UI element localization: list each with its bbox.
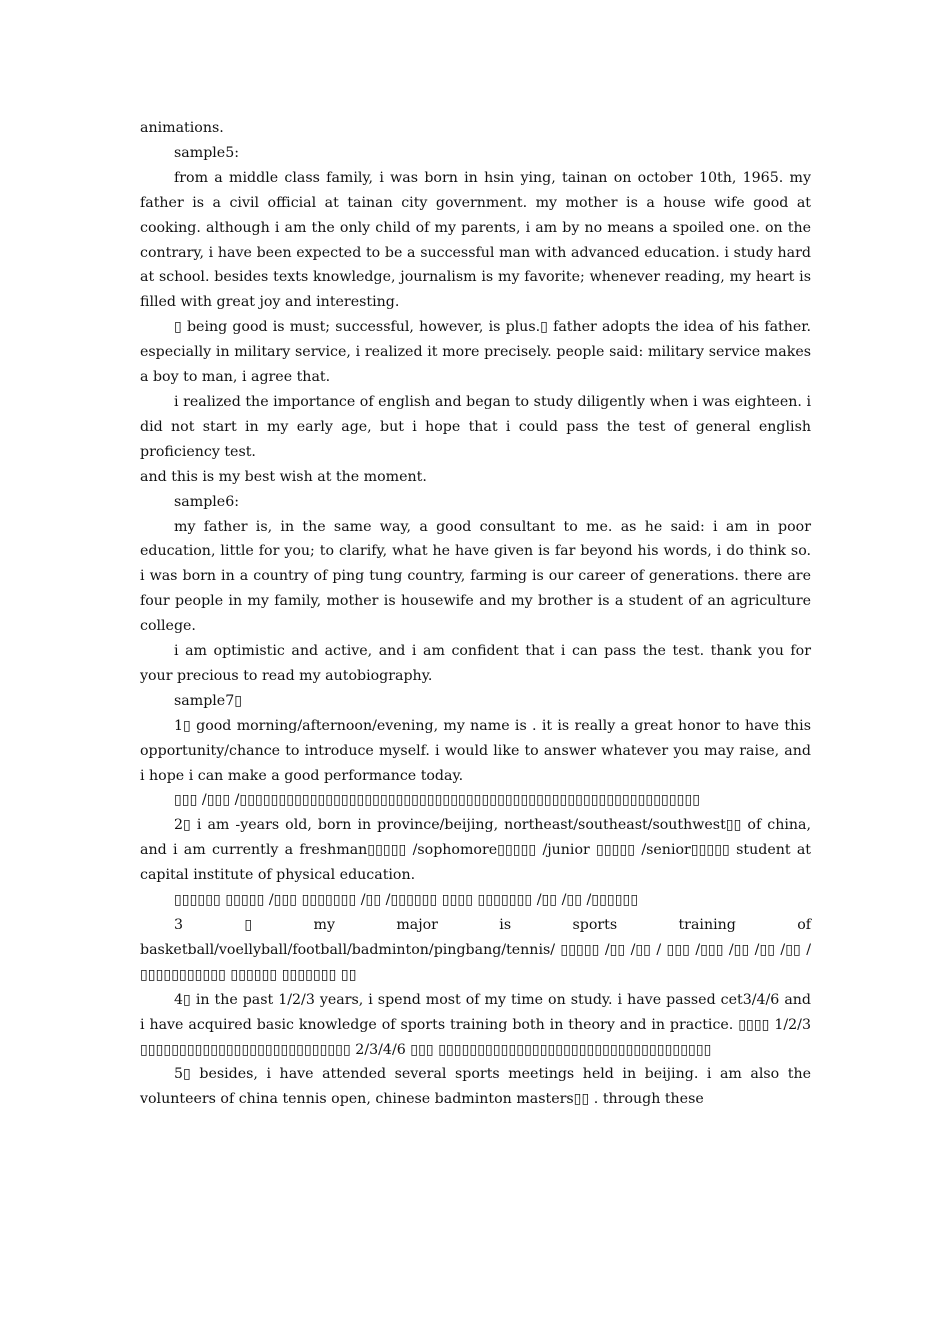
paragraph-12: ▯▯▯ /▯▯▯ /▯▯▯▯▯▯▯▯▯▯▯▯▯▯▯▯▯▯▯▯▯▯▯▯▯▯▯▯▯▯▯▯▯▯▯▯▯▯▯▯▯▯▯▯▯▯▯▯▯▯▯▯▯▯▯▯▯▯▯ [174,792,701,809]
paragraph-6: and this is my best wish at the moment. [140,468,427,485]
paragraph-14: ▯▯▯▯▯▯ ▯▯▯▯▯ /▯▯▯ ▯▯▯▯▯▯▯ /▯▯ /▯▯▯▯▯▯ ▯▯▯▯ ▯▯▯▯▯▯▯ /▯▯ /▯▯ /▯▯▯▯▯▯ [174,892,639,909]
paragraph-10: sample7▯ [174,692,243,709]
paragraph-5: i realized the importance of english and began to study diligently when i was eighteen. i did not start in my early age, but i hope that i could pass the test of general english proficiency test. [140,393,811,460]
paragraph-15: 3 ▯ my major is sports training of basketball/voellyball/football/badminton/pingbang/tennis/ ▯▯▯▯▯ /▯▯ /▯▯ / ▯▯▯ /▯▯▯ /▯▯ /▯▯ /▯▯ /▯▯▯▯▯▯▯▯▯▯▯ ▯▯▯▯▯▯ ▯▯▯▯▯▯▯ ▯▯ [140,917,811,983]
paragraph-16: 4▯ in the past 1/2/3 years, i spend most of my time on study. i have passed cet3/4/6 and i have acquired basic knowledge of sports training both in theory and in practice. ▯▯▯▯ 1/2/3 ▯▯▯▯▯▯▯▯▯▯▯▯▯▯▯▯▯▯▯▯▯▯▯▯▯▯▯ 2/3/4/6 ▯▯▯ ▯▯▯▯▯▯▯▯▯▯▯▯▯▯▯▯▯▯▯▯▯▯▯▯▯▯▯▯▯▯▯▯▯▯▯ [140,991,811,1058]
document-body [140,116,811,1112]
paragraph-13: 2▯ i am -years old, born in province/beijing, northeast/southeast/southwest▯▯ of china, and i am currently a freshman▯▯▯▯▯ /sophomore▯▯▯▯▯ /junior ▯▯▯▯▯ /senior▯▯▯▯▯ student at capital institute of physical education. [140,817,811,884]
paragraph-17: 5▯ besides, i have attended several sports meetings held in beijing. i am also the volunteers of china tennis open, chinese badminton masters▯▯ . through these [140,1066,811,1108]
paragraph-11: 1▯ good morning/afternoon/evening, my name is . it is really a great honor to have this opportunity/chance to introduce myself. i would like to answer whatever you may raise, and i hope i can make a good performance today. [140,717,811,784]
paragraph-1: animations. [140,120,224,136]
paragraph-7: sample6: [174,493,240,510]
paragraph-3: from a middle class family, i was born in hsin ying, tainan on october 10th, 1965. my father is a civil official at tainan city government. my mother is a house wife good at cooking. although i am the only child of my parents, i am by no means a spoiled one. on the contrary, i have been expected to be a successful man with advanced education. i study hard at school. besides texts knowledge, journalism is my favorite; whenever reading, my heart is filled with great joy and interesting. [140,169,811,311]
paragraph-9: i am optimistic and active, and i am confident that i can pass the test. thank you for your precious to read my autobiography. [140,643,811,684]
paragraph-8: my father is, in the same way, a good consultant to me. as he said: i am in poor education, little for you; to clarify, what he have given is far beyond his words, i do think so. i was born in a country of ping tung country, farming is our career of generations. there are four people in my family, mother is housewife and my brother is a student of an agriculture college. [140,518,811,635]
paragraph-2: sample5: [174,144,240,161]
paragraph-4: ▯ being good is must; successful, however, is plus.▯ father adopts the idea of his father. especially in military service, i realized it more precisely. people said: military service makes a boy to man, i agree that. [140,319,811,386]
